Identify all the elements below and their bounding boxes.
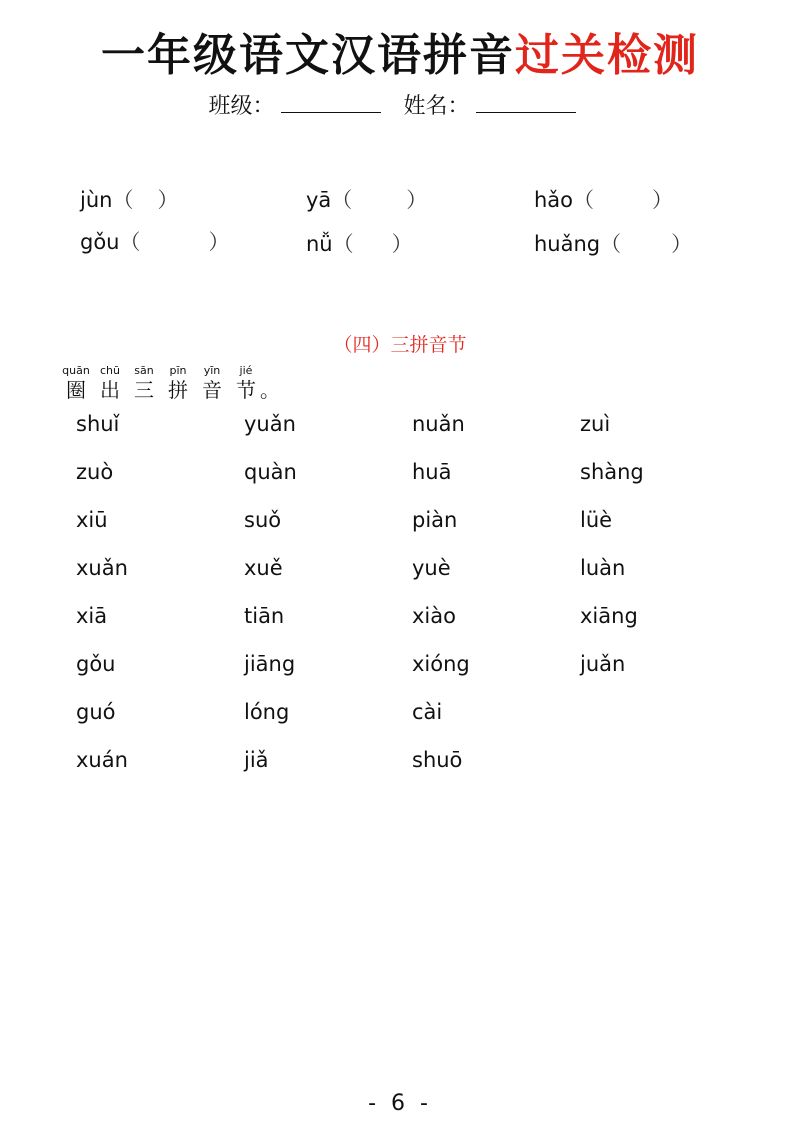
syllable-item[interactable]: guó: [76, 700, 116, 724]
syllable-item[interactable]: shuō: [412, 748, 463, 772]
class-blank[interactable]: [281, 92, 381, 113]
fill-item: [534, 186, 673, 214]
ruby-hanzi: 圈: [66, 378, 86, 402]
fill-item: [534, 230, 692, 258]
syllable-item[interactable]: xuǎn: [76, 556, 128, 580]
ruby-hanzi: 节: [236, 378, 256, 402]
open-paren: （: [573, 188, 595, 212]
syllable-item[interactable]: gǒu: [76, 652, 116, 676]
ruby-char: [96, 364, 124, 402]
section-title: （四）三拼音节: [333, 334, 467, 356]
ruby-char: [232, 364, 260, 402]
close-paren: ）: [406, 188, 428, 212]
syllable-item[interactable]: lüè: [580, 508, 613, 532]
ruby-pinyin: chū: [100, 364, 120, 377]
fill-pinyin: yā: [306, 188, 332, 212]
syllable-item[interactable]: zuì: [580, 412, 611, 436]
syllable-item[interactable]: jiāng: [244, 652, 296, 676]
syllable-item[interactable]: yuǎn: [244, 412, 296, 436]
ruby-char: [164, 364, 192, 402]
ruby-char: [130, 364, 158, 402]
open-paren: （: [600, 232, 622, 256]
open-paren: （: [331, 188, 353, 212]
ruby-pinyin: sān: [134, 364, 154, 377]
fill-pinyin: gǒu: [80, 230, 120, 254]
fill-pinyin: jùn: [80, 188, 113, 212]
syllable-grid: [76, 408, 746, 792]
ruby-hanzi: 拼: [168, 378, 188, 402]
ruby-pinyin: quān: [62, 364, 90, 377]
syllable-item[interactable]: xióng: [412, 652, 470, 676]
ruby-pinyin: jié: [239, 364, 253, 377]
instruction-period: 。: [260, 378, 280, 402]
worksheet-title: [0, 30, 800, 82]
syllable-item[interactable]: shàng: [580, 460, 644, 484]
close-paren: ）: [391, 232, 413, 256]
name-blank[interactable]: [476, 92, 576, 113]
ruby-char: [62, 364, 90, 402]
syllable-item[interactable]: xuán: [76, 748, 128, 772]
fill-item: [80, 228, 230, 256]
close-paren: ）: [208, 230, 230, 254]
syllable-item[interactable]: nuǎn: [412, 412, 465, 436]
fill-pinyin: nǚ: [306, 232, 333, 256]
syllable-item[interactable]: zuò: [76, 460, 114, 484]
instruction-line: [62, 364, 280, 402]
fill-pinyin: hǎo: [534, 188, 574, 212]
ruby-pinyin: yīn: [203, 364, 221, 377]
name-label: 姓名：: [403, 94, 470, 119]
syllable-item[interactable]: piàn: [412, 508, 458, 532]
close-paren: ）: [652, 188, 674, 212]
syllable-item[interactable]: huā: [412, 460, 452, 484]
syllable-item[interactable]: xiā: [76, 604, 108, 628]
fill-item: [80, 186, 178, 214]
syllable-item: [580, 696, 748, 744]
close-paren: ）: [157, 188, 179, 212]
syllable-item[interactable]: luàn: [580, 556, 626, 580]
syllable-item[interactable]: lóng: [244, 700, 290, 724]
ruby-hanzi: 出: [100, 378, 120, 402]
page-number: - 6 -: [368, 1091, 432, 1116]
title-highlight: 过关检测: [515, 30, 699, 81]
syllable-item[interactable]: shuǐ: [76, 412, 120, 436]
syllable-item[interactable]: tiān: [244, 604, 285, 628]
fill-pinyin: huǎng: [534, 232, 601, 256]
syllable-item[interactable]: juǎn: [580, 652, 626, 676]
open-paren: （: [332, 232, 354, 256]
student-info-line: [0, 92, 800, 121]
syllable-item[interactable]: xiào: [412, 604, 456, 628]
ruby-hanzi: 音: [202, 378, 222, 402]
ruby-pinyin: pīn: [169, 364, 187, 377]
syllable-item[interactable]: suǒ: [244, 508, 282, 532]
syllable-item: [580, 744, 748, 792]
title-main: 一年级语文汉语拼音: [101, 30, 515, 81]
syllable-item[interactable]: cài: [412, 700, 443, 724]
open-paren: （: [112, 188, 134, 212]
fill-item: [306, 186, 427, 214]
fill-item: [306, 230, 413, 258]
ruby-hanzi: 三: [134, 378, 154, 402]
syllable-item[interactable]: jiǎ: [244, 748, 269, 772]
syllable-item[interactable]: xiāng: [580, 604, 638, 628]
syllable-item[interactable]: xuě: [244, 556, 283, 580]
open-paren: （: [119, 230, 141, 254]
class-label: 班级：: [208, 94, 275, 119]
ruby-char: [198, 364, 226, 402]
close-paren: ）: [671, 232, 693, 256]
syllable-item[interactable]: yuè: [412, 556, 451, 580]
syllable-item[interactable]: quàn: [244, 460, 297, 484]
syllable-item[interactable]: xiū: [76, 508, 108, 532]
